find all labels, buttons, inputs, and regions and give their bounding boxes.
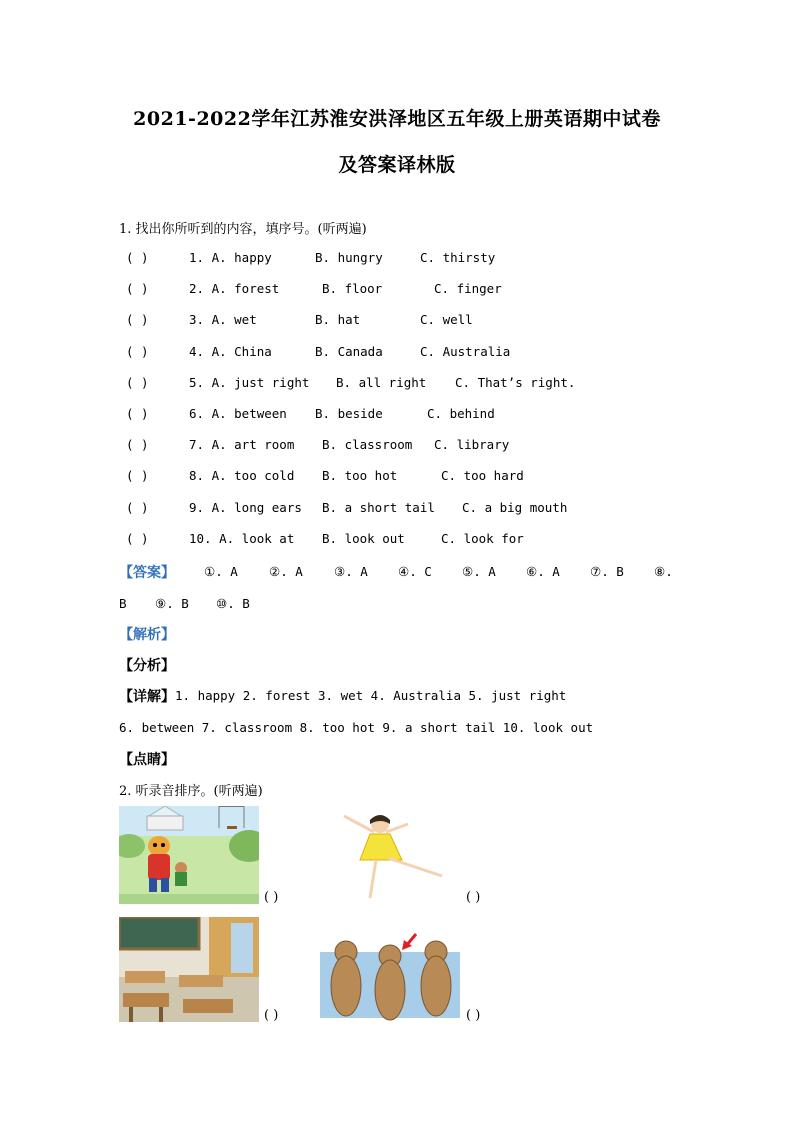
- q1-item-3-option-a: 3. A. wet: [189, 312, 257, 328]
- answer-line2-3: ⑩. B: [216, 596, 250, 611]
- q1-item-8-option-c: C. too hard: [441, 468, 524, 484]
- q1-item-4-option-a: 4. A. China: [189, 343, 272, 359]
- park-scene-image: [119, 806, 259, 904]
- q1-item-5-option-c: C. That’s right.: [455, 374, 576, 390]
- q2-paren-1: ( ): [264, 890, 279, 905]
- q2-paren-2: ( ): [466, 890, 481, 905]
- q1-item-4-option-c: C. Australia: [420, 343, 511, 359]
- q1-item-2-option-c: C. finger: [434, 281, 502, 297]
- answer-2: ②. A: [269, 564, 303, 579]
- q1-item-4-option-b: B. Canada: [315, 343, 383, 359]
- answer-1: ①. A: [204, 564, 238, 579]
- q1-item-3-option-c: C. well: [420, 312, 473, 328]
- detail-line2: 6. between 7. classroom 8. too hot 9. a short tail 10. look out: [119, 720, 594, 735]
- q1-item-7-option-a: 7. A. art room: [189, 437, 295, 453]
- q1-item-7-option-b: B. classroom: [322, 437, 413, 453]
- q1-item-10-option-b: B. look out: [322, 530, 405, 546]
- q1-item-10-option-c: C. look for: [441, 530, 524, 546]
- answer-5: ⑤. A: [462, 564, 496, 579]
- q1-item-5-option-b: B. all right: [336, 374, 427, 390]
- q1-item-1-option-a: 1. A. happy: [189, 250, 272, 265]
- ballet-girl-image: [330, 810, 450, 902]
- answer-4: ④. C: [398, 564, 432, 579]
- q2-paren-3: ( ): [264, 1008, 279, 1023]
- q1-item-6-option-a: 6. A. between: [189, 406, 287, 421]
- classroom-image: [119, 917, 259, 1022]
- answer-line2-2: ⑨. B: [155, 596, 189, 611]
- answer-8: ⑧.: [654, 564, 673, 579]
- q1-item-6-paren: ( ): [126, 406, 149, 421]
- q1-item-2-option-b: B. floor: [322, 281, 383, 297]
- q1-item-5-option-a: 5. A. just right: [189, 374, 310, 390]
- q1-item-9-option-c: C. a big mouth: [462, 499, 568, 515]
- answer-6: ⑥. A: [526, 564, 560, 579]
- answer-label: 【答案】: [119, 565, 175, 581]
- q1-item-1-option-b: B. hungry: [315, 250, 383, 265]
- answer-line2-1: B: [119, 596, 127, 611]
- q1-item-5-paren: ( ): [126, 374, 149, 390]
- q2-heading: 2. 听录音排序。(听两遍): [119, 784, 263, 799]
- q1-item-1-paren: ( ): [126, 250, 149, 265]
- q1-item-4-paren: ( ): [126, 343, 149, 359]
- detail-line1: 1. happy 2. forest 3. wet 4. Australia 5. just right: [175, 688, 567, 703]
- dianjing-label: 【点睛】: [119, 752, 175, 768]
- q2-paren-4: ( ): [466, 1008, 481, 1023]
- three-bears-image: [320, 928, 460, 1023]
- q1-item-7-option-c: C. library: [434, 437, 510, 453]
- q1-item-10-paren: ( ): [126, 530, 149, 546]
- document-title-line1: 2021-2022学年江苏淮安洪泽地区五年级上册英语期中试卷: [133, 108, 661, 130]
- q1-item-6-option-b: B. beside: [315, 406, 383, 421]
- q1-heading: 1. 找出你所听到的内容，填序号。(听两遍): [119, 222, 367, 237]
- answer-7: ⑦. B: [590, 564, 624, 579]
- detail-label: 【详解】: [119, 689, 175, 705]
- q1-item-6-option-c: C. behind: [427, 406, 495, 421]
- q1-item-1-option-c: C. thirsty: [420, 250, 496, 265]
- q1-item-3-paren: ( ): [126, 312, 149, 328]
- fenxi-label: 【分析】: [119, 658, 175, 674]
- q1-item-9-option-b: B. a short tail: [322, 499, 435, 515]
- q1-item-2-paren: ( ): [126, 281, 149, 297]
- q1-item-3-option-b: B. hat: [315, 312, 361, 328]
- q1-item-10-option-a: 10. A. look at: [189, 530, 295, 546]
- q1-item-7-paren: ( ): [126, 437, 149, 453]
- document-title-line2: 及答案译林版: [338, 154, 456, 176]
- answer-3: ③. A: [334, 564, 368, 579]
- q1-item-8-option-b: B. too hot: [322, 468, 398, 484]
- q1-item-2-option-a: 2. A. forest: [189, 281, 280, 297]
- q1-item-9-option-a: 9. A. long ears: [189, 499, 302, 515]
- analysis-label: 【解析】: [119, 627, 175, 643]
- q1-item-9-paren: ( ): [126, 499, 149, 515]
- q1-item-8-option-a: 8. A. too cold: [189, 468, 295, 484]
- q1-item-8-paren: ( ): [126, 468, 149, 484]
